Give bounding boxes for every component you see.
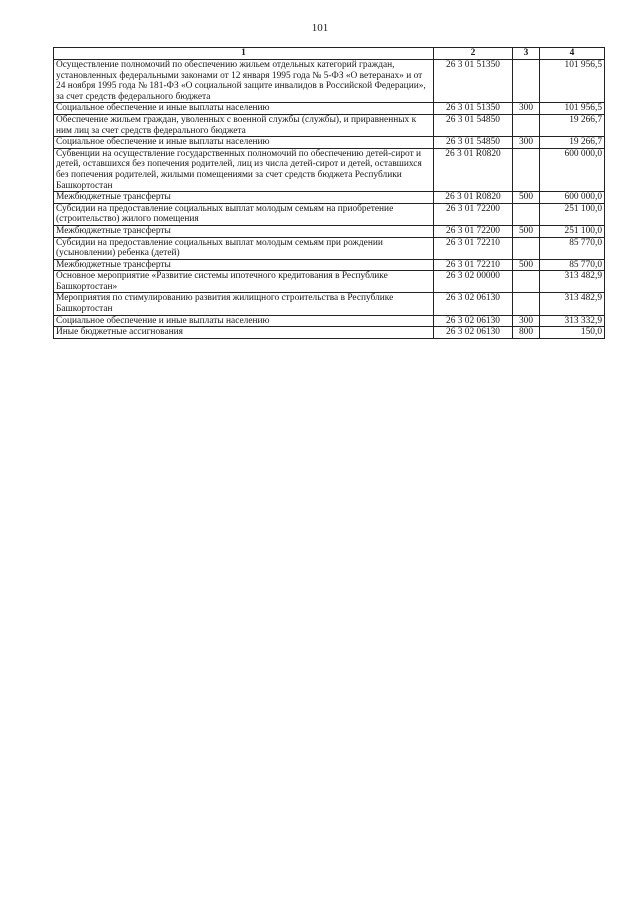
row-expense-type [513,271,540,293]
table-row [54,60,605,103]
header-col-4: 4 [540,48,605,60]
row-code: 26 3 01 R0820 [434,148,513,191]
row-code: 26 3 02 06130 [434,293,513,315]
row-code: 26 3 02 06130 [434,315,513,327]
row-description: Субсидии на предоставление социальных выплат молодым семьям при рождении (усыновлении) ребенка (детей) [54,237,434,259]
table-row [54,103,605,115]
table-row [54,137,605,149]
table-row [54,293,605,315]
row-description: Осуществление полномочий по обеспечению жильем отдельных категорий граждан, установленных федеральными законами от 12 января 1995 года № 5-ФЗ «О ветеранах» и от 24 ноября 1995 года № 181-ФЗ «О социальной защите инвалидов в Российской Федерации», за счет средств федерального бюджета [54,60,434,103]
row-code: 26 3 01 54850 [434,137,513,149]
table-row [54,237,605,259]
header-col-2: 2 [434,48,513,60]
table-row [54,327,605,339]
row-expense-type [513,114,540,136]
row-code: 26 3 02 00000 [434,271,513,293]
row-description: Обеспечение жильем граждан, уволенных с военной службы (службы), и приравненных к ним лиц за счет средств федерального бюджета [54,114,434,136]
row-code: 26 3 01 51350 [434,60,513,103]
row-code: 26 3 01 54850 [434,114,513,136]
table-header [54,48,605,60]
table-row [54,259,605,271]
row-amount: 150,0 [540,327,605,339]
row-amount: 600 000,0 [540,192,605,204]
table-row [54,192,605,204]
row-code: 26 3 01 72200 [434,203,513,225]
row-expense-type: 800 [513,327,540,339]
row-code: 26 3 01 72200 [434,225,513,237]
row-code: 26 3 01 R0820 [434,192,513,204]
row-description: Иные бюджетные ассигнования [54,327,434,339]
row-description: Субсидии на предоставление социальных выплат молодым семьям на приобретение (строительство) жилого помещения [54,203,434,225]
table-body [54,60,605,339]
row-expense-type: 500 [513,225,540,237]
header-col-1: 1 [54,48,434,60]
table-row [54,114,605,136]
row-amount: 251 100,0 [540,203,605,225]
row-description: Социальное обеспечение и иные выплаты населению [54,137,434,149]
row-expense-type: 300 [513,315,540,327]
row-description: Социальное обеспечение и иные выплаты населению [54,103,434,115]
row-code: 26 3 01 51350 [434,103,513,115]
row-code: 26 3 01 72210 [434,259,513,271]
row-code: 26 3 02 06130 [434,327,513,339]
row-amount: 19 266,7 [540,114,605,136]
table-row [54,225,605,237]
row-amount: 313 332,9 [540,315,605,327]
table-row [54,203,605,225]
header-col-3: 3 [513,48,540,60]
row-expense-type [513,293,540,315]
row-description: Мероприятия по стимулированию развития жилищного строительства в Республике Башкортостан [54,293,434,315]
row-expense-type [513,203,540,225]
row-description: Основное мероприятие «Развитие системы ипотечного кредитования в Республике Башкортостан» [54,271,434,293]
row-expense-type: 500 [513,192,540,204]
row-amount: 85 770,0 [540,259,605,271]
table-row [54,315,605,327]
row-expense-type: 300 [513,103,540,115]
row-expense-type: 500 [513,259,540,271]
row-amount: 313 482,9 [540,293,605,315]
table-row [54,271,605,293]
row-amount: 600 000,0 [540,148,605,191]
budget-table [53,47,605,339]
row-amount: 19 266,7 [540,137,605,149]
table-row [54,148,605,191]
row-amount: 251 100,0 [540,225,605,237]
row-expense-type [513,148,540,191]
row-expense-type: 300 [513,137,540,149]
row-expense-type [513,237,540,259]
row-code: 26 3 01 72210 [434,237,513,259]
header-row [54,48,605,60]
row-expense-type [513,60,540,103]
page-number: 101 [311,22,329,34]
row-amount: 85 770,0 [540,237,605,259]
row-amount: 313 482,9 [540,271,605,293]
row-description: Межбюджетные трансферты [54,225,434,237]
row-description: Субвенции на осуществление государственных полномочий по обеспечению детей-сирот и детей, оставшихся без попечения родителей, лиц из числа детей-сирот и детей, оставшихся без попечения родителей, жилыми помещениями за счет средств бюджета Республики Башкортостан [54,148,434,191]
row-amount: 101 956,5 [540,60,605,103]
row-description: Межбюджетные трансферты [54,192,434,204]
row-description: Межбюджетные трансферты [54,259,434,271]
row-amount: 101 956,5 [540,103,605,115]
row-description: Социальное обеспечение и иные выплаты населению [54,315,434,327]
